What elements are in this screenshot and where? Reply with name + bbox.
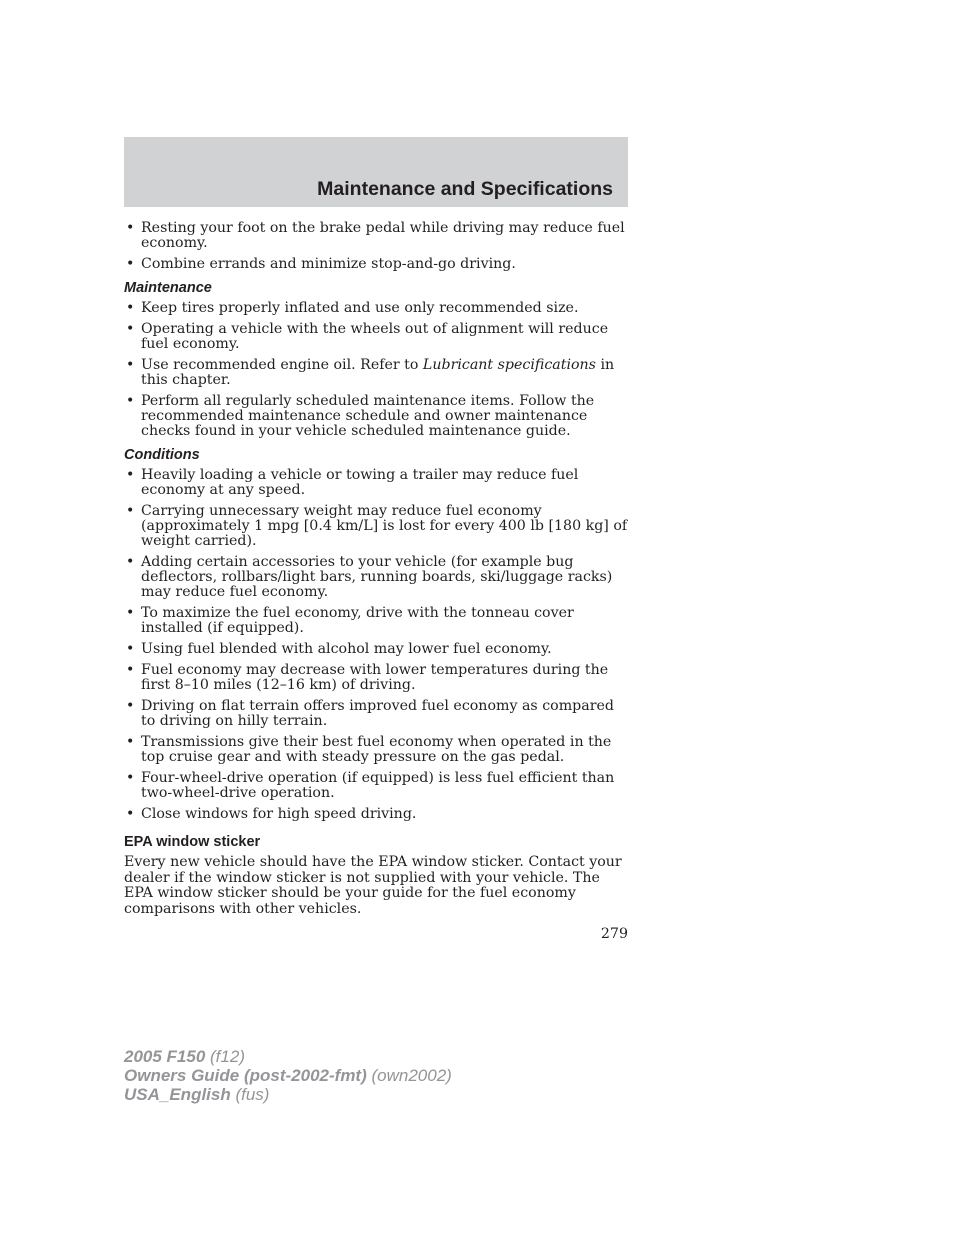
footer-line-language: [124, 1085, 452, 1104]
list-item: • To maximize the fuel economy, drive with the tonneau cover installed (if equipped).: [124, 606, 630, 636]
list-item: • Carrying unnecessary weight may reduce fuel economy (approximately 1 mpg [0.4 km/L] is lost for every 400 lb [180 kg] of weight carried).: [124, 504, 630, 549]
list-item: • Driving on flat terrain offers improved fuel economy as compared to driving on hilly terrain.: [124, 699, 630, 729]
list-item: • Fuel economy may decrease with lower temperatures during the first 8–10 miles (12–16 km) of driving.: [124, 663, 630, 693]
page-number: 279: [600, 926, 628, 942]
main-content: [124, 221, 630, 917]
list-item: • Adding certain accessories to your vehicle (for example bug deflectors, rollbars/light bars, running boards, ski/luggage racks) may reduce fuel economy.: [124, 555, 630, 600]
maintenance-heading: Maintenance: [124, 280, 212, 296]
maintenance-list: [124, 301, 630, 439]
list-item: • Using fuel blended with alcohol may lower fuel economy.: [124, 642, 630, 657]
footer-info: [124, 1047, 452, 1104]
oil-text-before: Use recommended engine oil. Refer to: [141, 357, 423, 373]
footer-guide-code: (own2002): [366, 1066, 452, 1085]
list-item-oil: [124, 358, 630, 388]
footer-model: 2005 F150: [124, 1047, 206, 1066]
footer-line-model: [124, 1047, 452, 1066]
footer-guide: Owners Guide (post-2002-fmt): [124, 1066, 367, 1085]
footer-language: USA_English: [124, 1085, 231, 1104]
footer-line-guide: [124, 1066, 452, 1085]
footer-model-code: (f12): [205, 1047, 245, 1066]
list-item: • Resting your foot on the brake pedal while driving may reduce fuel economy.: [124, 221, 630, 251]
epa-paragraph: Every new vehicle should have the EPA window sticker. Contact your dealer if the window sticker is not supplied with your vehicle. The EPA window sticker should be your guide for the fuel economy comparisons with other vehicles.: [124, 854, 622, 917]
conditions-list: [124, 468, 630, 822]
epa-heading: EPA window sticker: [124, 834, 261, 850]
list-item: • Keep tires properly inflated and use only recommended size.: [124, 301, 630, 316]
intro-list: [124, 221, 630, 272]
lubricant-specifications-reference: Lubricant specifications: [422, 357, 596, 373]
list-item: • Operating a vehicle with the wheels out of alignment will reduce fuel economy.: [124, 322, 630, 352]
list-item: • Heavily loading a vehicle or towing a trailer may reduce fuel economy at any speed.: [124, 468, 630, 498]
conditions-heading: Conditions: [124, 447, 200, 463]
oil-text-after: in this chapter.: [141, 357, 615, 388]
list-item: • Perform all regularly scheduled maintenance items. Follow the recommended maintenance schedule and owner maintenance checks found in your vehicle scheduled maintenance guide.: [124, 394, 630, 439]
footer-language-code: (fus): [230, 1085, 270, 1104]
list-item: • Close windows for high speed driving.: [124, 807, 630, 822]
header-band: [124, 137, 628, 207]
list-item: • Four-wheel-drive operation (if equipped) is less fuel efficient than two-wheel-drive operation.: [124, 771, 630, 801]
page-title: Maintenance and Specifications: [317, 178, 613, 200]
list-item: • Combine errands and minimize stop-and-go driving.: [124, 257, 630, 272]
list-item: • Transmissions give their best fuel economy when operated in the top cruise gear and with steady pressure on the gas pedal.: [124, 735, 630, 765]
